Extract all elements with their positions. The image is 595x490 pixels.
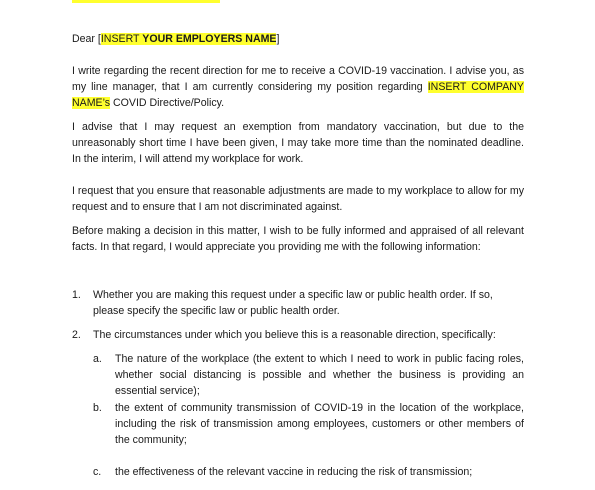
sublist-letter-c: c. [93, 466, 102, 478]
list-item-2: The circumstances under which you believe this is a reasonable direction, specifically: [93, 329, 496, 341]
sublist-item-b: the extent of community transmission of COVID-19 in the location of the workplace, including the risk of transmission among employees, customers or other members of the community; [115, 402, 524, 446]
paragraph-exemption: I advise that I may request an exemption from mandatory vaccination, but due to the unreasonably short time I have been given, I may take more time than the nominated deadline. In the interim, I will attend my workplace for work. [72, 121, 524, 165]
sublist-item-c: the effectiveness of the relevant vaccine in reducing the risk of transmission; [115, 466, 473, 478]
paragraph-information-request: Before making a decision in this matter, I wish to be fully informed and appraised of all relevant facts. In that regard, I would appreciate you providing me with the following information: [72, 225, 524, 253]
paragraph-adjustments: I request that you ensure that reasonable adjustments are made to my workplace to allow for my request and to ensure that I am not discriminated against. [72, 185, 524, 213]
paragraph-direction [72, 63, 524, 111]
sublist-letter-b: b. [93, 402, 102, 414]
employer-name-placeholder [100, 33, 280, 45]
salutation-dear: Dear [ [72, 33, 101, 45]
para1-before: I write regarding the recent direction for me to receive a COVID-19 vaccination. I advise you, as my line manager, that I am currently considering my position regarding [72, 65, 524, 93]
list-item-1: Whether you are making this request under a specific law or public health order. If so, please specify the specific law or public health order. [93, 289, 493, 317]
sublist-letter-a: a. [93, 353, 102, 365]
sublist-item-a: The nature of the workplace (the extent to which I need to work in public facing roles, whether social distancing is possible and whether the business is providing an essential service); [115, 353, 524, 397]
para1-after: COVID Directive/Policy. [110, 97, 225, 109]
top-highlight-mark [72, 0, 220, 3]
salutation-close: ] [276, 33, 280, 45]
list-number-1: 1. [72, 289, 81, 301]
list-number-2: 2. [72, 329, 81, 341]
salutation [72, 31, 524, 47]
placeholder-insert: INSERT [100, 33, 143, 45]
placeholder-employers-name: YOUR EMPLOYERS NAME [142, 33, 277, 45]
company-name-placeholder: INSERT COMPANY NAME’s [72, 81, 524, 109]
